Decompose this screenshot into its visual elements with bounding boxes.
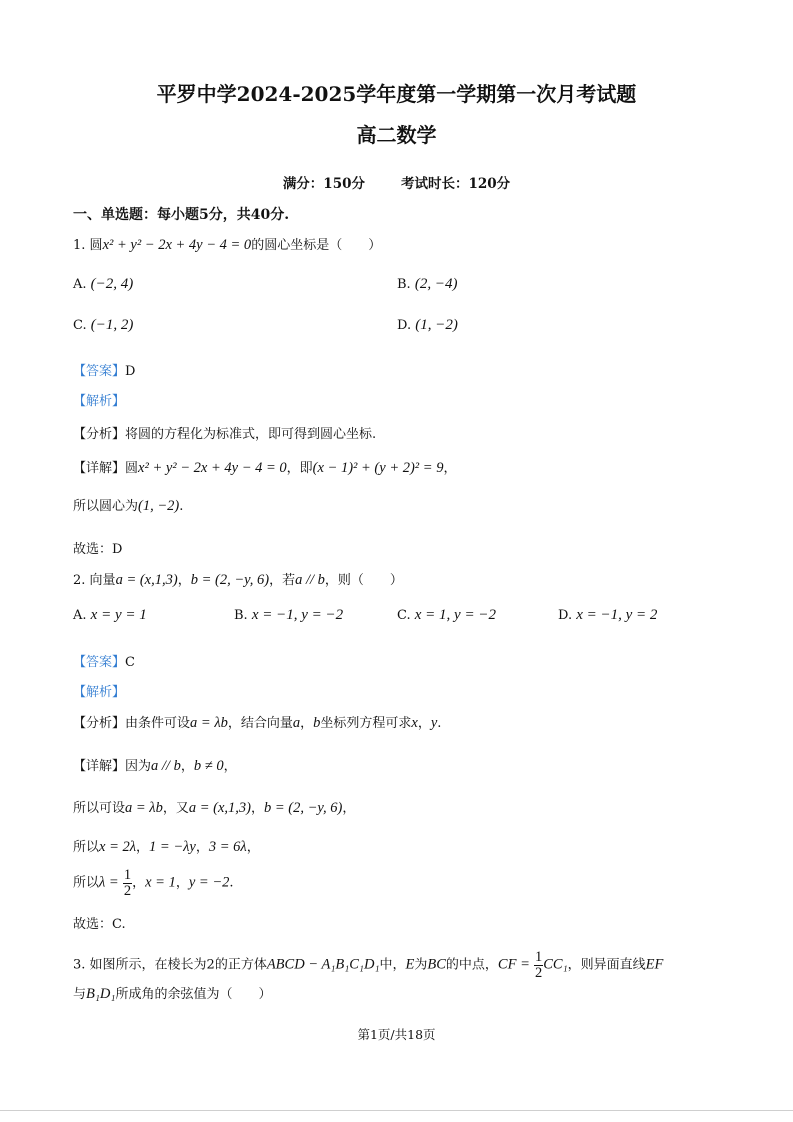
q1-answer: 【答案】D <box>73 364 136 379</box>
q2-answer: 【答案】C <box>73 655 135 670</box>
q1-choose: 故选：D <box>73 542 123 557</box>
q2-option-c: C. x = 1, y = −2 <box>397 607 496 623</box>
section-heading: 一、单选题：每小题5分，共40分. <box>73 207 290 223</box>
fraction-one-half: $\frac{1}{2}$ <box>535 949 543 981</box>
q2-choose: 故选：C. <box>73 917 126 932</box>
exam-meta <box>0 172 793 192</box>
q1-center: 所以圆心为(1, −2). <box>73 498 184 514</box>
exam-title: 平罗中学2024-2025学年度第一学期第一次月考试题 <box>156 82 637 106</box>
q2-detail: 【详解】因为a // b，b ≠ 0， <box>73 758 237 774</box>
q1-suffix: 的圆心坐标是（ ） <box>251 238 382 253</box>
q2-analysis-tag: 【解析】 <box>73 685 126 700</box>
q3-stem-line2: 与B₁D₁所成角的余弦值为（ ） <box>73 986 272 1002</box>
page-footer: 第1页/共18页 <box>357 1027 436 1042</box>
exam-duration: 考试时长：120分 <box>401 176 511 192</box>
full-score: 满分：150分 <box>282 176 365 192</box>
q1-option-d: D. (1, −2) <box>397 317 458 333</box>
q1-analysis-tag: 【解析】 <box>73 394 126 409</box>
page-bottom-rule <box>0 1110 793 1111</box>
q1-option-b: B. (2, −4) <box>397 276 458 292</box>
exam-subject: 高二数学 <box>356 123 437 147</box>
q1-option-c: C. (−1, 2) <box>73 317 134 333</box>
q1-detail: 【详解】圆x² + y² − 2x + 4y − 4 = 0，即(x − 1)² + (y + 2)² = 9， <box>73 460 457 476</box>
q3-stem-line1: 3. 如图所示，在棱长为2的正方体ABCD − A₁B₁C₁D₁中，E为BC的中点，CF = $\frac{1}{2}$ CC₁，则异面直线EF <box>73 949 664 981</box>
q1-prefix: 圆 <box>89 238 103 253</box>
q2-stem: 2. 向量a = (x,1,3)，b = (2, −y, 6)，若a // b，则（ ） <box>73 572 403 588</box>
q2-option-b: B. x = −1, y = −2 <box>234 607 344 623</box>
q1-fenxi: 【分析】将圆的方程化为标准式，即可得到圆心坐标. <box>73 427 377 442</box>
q1-number: 1. <box>73 238 86 253</box>
q2-option-a: A. x = y = 1 <box>73 607 147 623</box>
q2-line2: 所以可设a = λb，又a = (x,1,3)，b = (2, −y, 6)， <box>73 800 356 816</box>
q1-stem <box>73 234 381 254</box>
q2-fenxi: 【分析】由条件可设a = λb，结合向量a，b坐标列方程可求x，y. <box>73 715 442 731</box>
q2-line4: 所以λ = $\frac{1}{2}$ ，x = 1，y = −2. <box>73 867 234 899</box>
q1-option-a: A. (−2, 4) <box>73 276 134 292</box>
q1-equation: x² + y² − 2x + 4y − 4 = 0 <box>102 237 252 253</box>
q2-option-d: D. x = −1, y = 2 <box>558 607 658 623</box>
answer-tag: 【答案】 <box>73 364 126 379</box>
fraction-one-half: $\frac{1}{2}$ <box>123 867 132 899</box>
q2-line3: 所以x = 2λ，1 = −λy，3 = 6λ， <box>73 839 260 855</box>
